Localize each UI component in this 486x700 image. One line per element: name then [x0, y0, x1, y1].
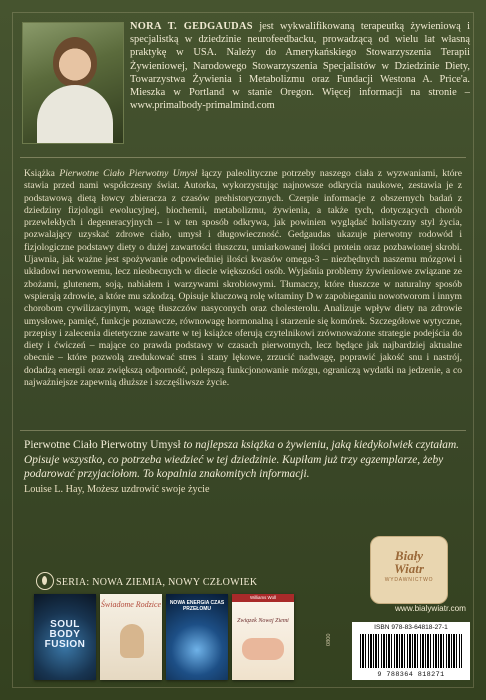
author-bio — [130, 20, 470, 112]
hands-icon — [242, 638, 284, 660]
author-photo — [22, 22, 124, 144]
side-code: 0800 — [326, 633, 332, 646]
publisher-name-line1: Biały — [394, 548, 424, 563]
endorsement-quote — [24, 438, 462, 497]
publisher-name-line2: Wiatr — [394, 561, 424, 576]
series-book-soul-body-fusion — [34, 594, 96, 680]
author-photo-body — [37, 85, 113, 144]
author-photo-head — [53, 37, 97, 87]
description-lead: Książka — [24, 168, 55, 179]
barcode — [352, 622, 470, 680]
series-leaf-icon — [36, 572, 54, 590]
author-name: NORA T. GEDGAUDAS — [130, 21, 253, 32]
barcode-digits: 9 788364 818271 — [377, 671, 445, 679]
publisher-tagline: WYDAWNICTWO — [384, 577, 434, 583]
book-description — [24, 168, 462, 389]
series-book-title: SOUL BODY FUSION — [44, 619, 86, 650]
divider-middle — [20, 430, 466, 431]
quote-attribution: Louise L. Hay, Możesz uzdrowić swoje życie — [24, 483, 210, 495]
publisher-url[interactable]: www.bialywiatr.com — [395, 604, 466, 613]
publisher-logo — [370, 536, 448, 604]
series-book-author: Williams Woll — [249, 595, 277, 600]
isbn-number: ISBN 978-83-64818-27-1 — [374, 624, 448, 631]
series-label: SERIA: NOWA ZIEMIA, NOWY CZŁOWIEK — [56, 577, 258, 588]
cover-figure-icon — [120, 624, 144, 658]
barcode-bars — [360, 634, 462, 668]
quote-book-title: Pierwotne Ciało Pierwotny Umysł — [24, 439, 181, 451]
quote-text: to najlepsza książka o żywieniu, jaką kiedykolwiek czytałam. Opisuje wszystko, co potrzeba wiedzieć w tej dziedzinie. Kupiłam już trzy egzemplarze, żeby podarować przyjaciołom. To kopalnia znakomitych informacji. — [24, 439, 460, 481]
description-body: łączy paleolityczne potrzeby naszego ciała z wyzwaniami, które stawia przed nami współczesny świat. Autorka, wykorzystując najnowsze odkrycia naukowe, zestawia je z podstawową dietą łowcy zbieracza z czasów prehistorycznych. Czerpie informacje z obszernych badań z dziedziny fizjologii ewolucyjnej, biochemii, metabolizmu, żywienia, a także tych, dotyczących chorób przewlekłych i degeneracyjnych – i w ten sposób odkrywa, jak powinien wyglądać holistyczny styl życia, pozwalający uzyskać zdrowe ciało, umysł i długowieczność. Gedgaudas ukazuje pierwotny rodowód i fizjologiczne podstawy diety o dużej zawartości tłuszczu, umiarkowanej ilości protein oraz pozbawionej skrobi. Ujawnia, jak ważne jest spożywanie odpowiedniej ilości kwasów omega-3 – niezbędnych naszemu mózgowi i układowi nerwowemu, lecz nieobecnych w diecie większości osób. Wyjaśnia problemy żywieniowe związane ze zbożami, glutenem, soją, nabiałem i warzywami skrobiowymi. Tłumaczy, które tłuszcze w naturalny sposób wspierają zdrowie, a które mu szkodzą. Opisuje kluczową rolę witaminy D w zapobieganiu nowotworom i innym chorobom cywilizacyjnym, wagę tłuszczów nasyconych oraz cholesterolu. Analizuje wpływ diety na zdrowie umysłowe, pamięć, funkcje poznawcze, równowagę hormonalną i starzenie się komórek. Szczegółowe wytyczne, przepisy i zalecenia dietetyczne zawarte w tej książce oferują czytelnikowi zrównoważone strategie podejścia do diety i ćwiczeń – mające co prawda podstawy w czasach pierwotnych, lecz będące jak najbardziej aktualne obecnie – które pozwolą zredukować stres i stany lękowe, zrzucić nadwagę, poprawić jakość snu i nastrój, dodadzą energii oraz zwiększą odporność, polepszą funkcjonowanie mózgu, ograniczą wydatki na jedzenie, a co najważniejsze zapewnią dłuższe i szczęśliwsze życie. — [24, 168, 462, 389]
series-book-author-bar — [232, 594, 294, 602]
author-bio-text: jest wykwalifikowaną terapeutką żywieniową i specjalistką w dziedzinie neurofeedbacku, prowadzącą od wielu lat własną praktykę w USA. Należy do Amerykańskiego Stowarzyszenia Terapii Żywieniowej, Narodowego Stowarzyszenia Specjalistów w Dziedzinie Diety, Towarzystwa Żywienia i Metabolizmu oraz Fundacji Westona A. Price'a. Mieszka w Portland w stanie Oregon. Więcej informacji na stronie – www.primalbody-primalmind.com — [130, 21, 470, 112]
series-book-title: NOWA ENERGIA CZAS PRZEŁOMU — [169, 600, 225, 612]
series-book-title: Świadome Rodzice — [100, 600, 162, 609]
series-book-zwiazek-nowej-ziemi — [232, 594, 294, 680]
description-book-title: Pierwotne Ciało Pierwotny Umysł — [59, 168, 198, 179]
divider-top — [20, 157, 466, 158]
series-book-swiadome-rodzice — [100, 594, 162, 680]
series-book-title: Związek Nowej Ziemi — [237, 618, 289, 624]
series-book-nowa-energia — [166, 594, 228, 680]
